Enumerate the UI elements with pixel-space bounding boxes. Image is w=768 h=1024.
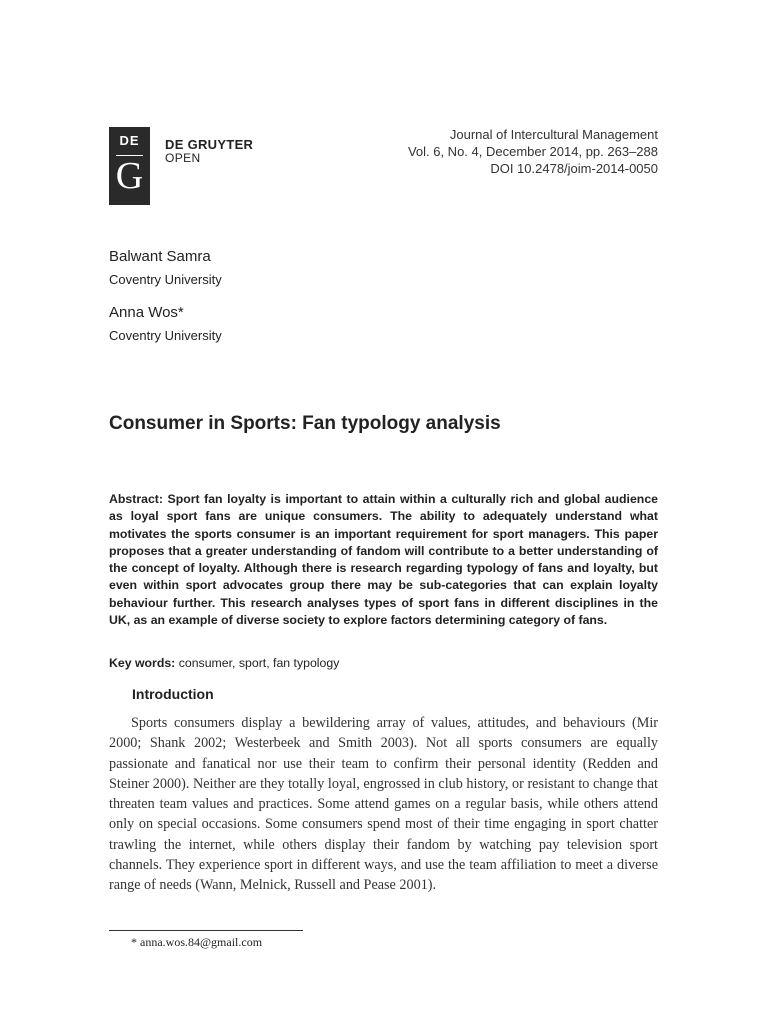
publisher-title: DE GRUYTER <box>165 137 254 152</box>
publisher-subtitle: OPEN <box>165 151 201 165</box>
paper-title: Consumer in Sports: Fan typology analysis <box>109 413 501 434</box>
keywords-label: Key words: <box>109 656 176 670</box>
author-name: Anna Wos* <box>109 304 184 321</box>
de-gruyter-logo <box>109 127 150 205</box>
abstract <box>109 491 658 629</box>
journal-info <box>408 126 658 177</box>
author-affiliation: Coventry University <box>109 328 222 343</box>
author-affiliation: Coventry University <box>109 272 222 287</box>
author-2 <box>109 304 222 345</box>
abstract-label: Abstract: <box>109 492 163 506</box>
author-1 <box>109 248 222 289</box>
section-heading: Introduction <box>132 686 214 702</box>
journal-name: Journal of Intercultural Management <box>449 127 658 142</box>
journal-issue: Vol. 6, No. 4, December 2014, pp. 263–288 <box>407 144 658 159</box>
logo-bottom-text: G <box>115 155 144 197</box>
publisher-name <box>165 137 253 165</box>
logo-top-text: DE <box>119 133 140 148</box>
journal-doi: DOI 10.2478/joim-2014-0050 <box>490 161 658 176</box>
footnote-rule <box>109 930 303 931</box>
footnote: * anna.wos.84@gmail.com <box>131 935 263 949</box>
author-name: Balwant Samra <box>109 248 211 265</box>
abstract-text: Sport fan loyalty is important to attain within a culturally rich and global audience as loyal sport fans are unique consumers. The ability to adequately understand what motivates the sports consumer is an important requirement for sport managers. This paper proposes that a greater understanding of fandom will contribute to a better understanding of the concept of loyalty. Although there is research regarding typology of fans and loyalty, but even within sport advocates group there may be sub-categories that can explain loyalty behaviour further. This research analyses types of sport fans in different disciplines in the UK, as an example of diverse society to explore factors determining category of fans. <box>109 492 658 628</box>
section-body: Sports consumers display a bewildering array of values, attitudes, and behaviours (Mir 2000; Shank 2002; Westerbeek and Smith 2003). Not all sports consumers are equally passionate and fanatical nor use their team to confirm their personal identity (Redden and Steiner 2000). Neither are they totally loyal, engrossed in club history, or resistant to change that threaten team values and practices. Some attend games on a regular basis, while others attend only on special occasions. Some consumers spend most of their time engaging in sport chatter trawling the internet, while others display their fandom by watching pay television sport channels. They experience sport in different ways, and use the team affiliation to meet a diverse range of needs (Wann, Melnick, Russell and Pease 2001). <box>109 715 658 894</box>
keywords <box>109 655 658 672</box>
keywords-text: consumer, sport, fan typology <box>178 656 340 670</box>
